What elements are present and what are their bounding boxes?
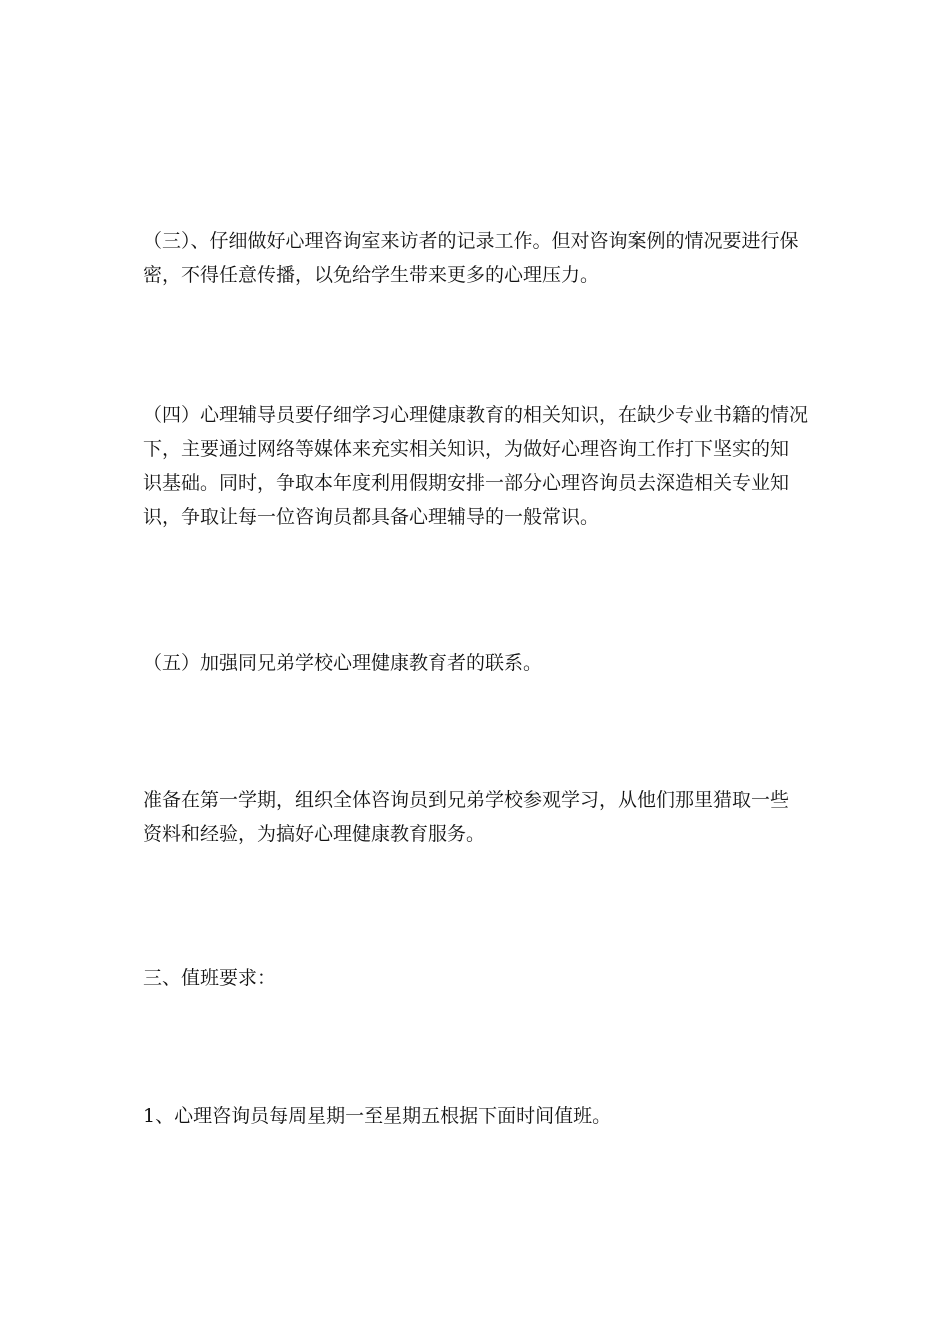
paragraph-line: 1、心理咨询员每周星期一至星期五根据下面时间值班。 bbox=[143, 1105, 612, 1127]
paragraph-line: （五）加强同兄弟学校心理健康教育者的联系。 bbox=[143, 652, 543, 674]
paragraph-line: 准备在第一学期，组织全体咨询员到兄弟学校参观学习，从他们那里猎取一些 bbox=[143, 789, 790, 811]
paragraph-record-keeping bbox=[143, 224, 811, 292]
paragraph-line: 密，不得任意传播，以免给学生带来更多的心理压力。 bbox=[143, 264, 600, 286]
paragraph-duty-schedule bbox=[143, 1099, 811, 1133]
paragraph-sister-schools bbox=[143, 646, 811, 680]
paragraph-visit-plan bbox=[143, 783, 811, 851]
section-heading: 三、值班要求： bbox=[143, 967, 277, 989]
section-heading-duty-requirements bbox=[143, 961, 811, 995]
paragraph-line: 识，争取让每一位咨询员都具备心理辅导的一般常识。 bbox=[143, 506, 600, 528]
paragraph-line: 下，主要通过网络等媒体来充实相关知识，为做好心理咨询工作打下坚实的知 bbox=[143, 438, 790, 460]
paragraph-line: 资料和经验，为搞好心理健康教育服务。 bbox=[143, 823, 486, 845]
paragraph-line: （三）、仔细做好心理咨询室来访者的记录工作。但对咨询案例的情况要进行保 bbox=[143, 230, 799, 252]
paragraph-line: 识基础。同时，争取本年度利用假期安排一部分心理咨询员去深造相关专业知 bbox=[143, 472, 790, 494]
paragraph-line: （四）心理辅导员要仔细学习心理健康教育的相关知识，在缺少专业书籍的情况 bbox=[143, 404, 809, 426]
paragraph-study-knowledge bbox=[143, 398, 811, 534]
